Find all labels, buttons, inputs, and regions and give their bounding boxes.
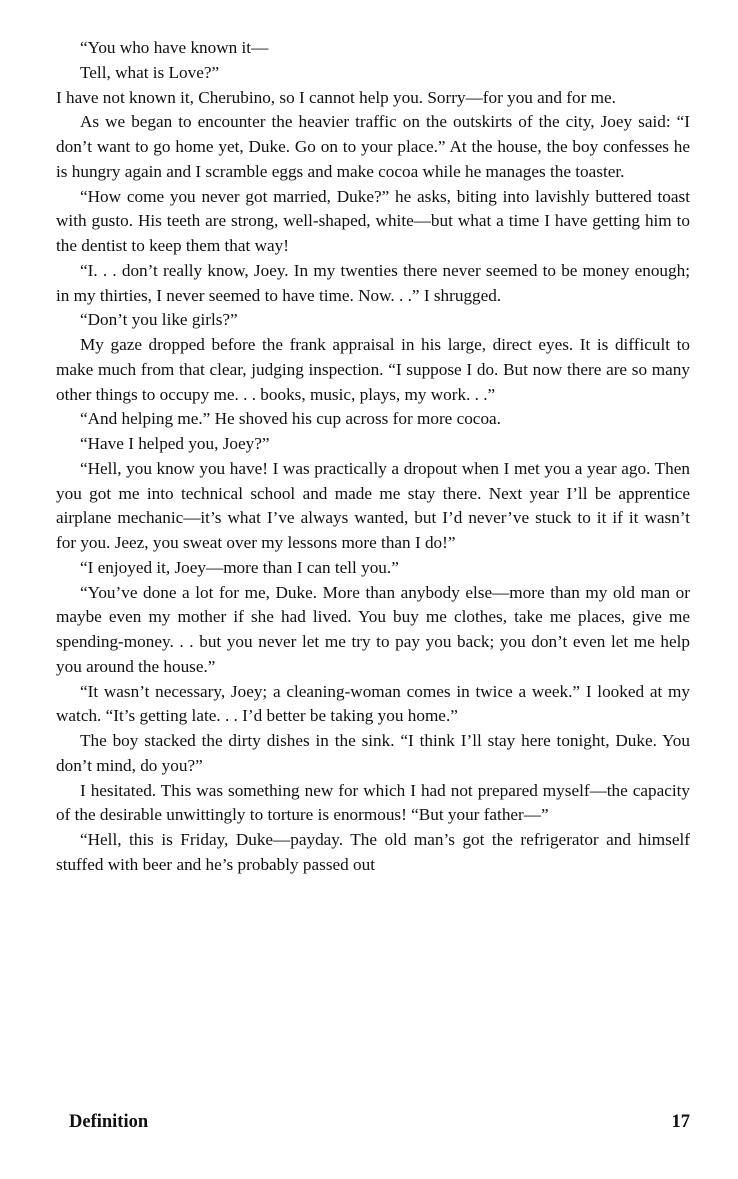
page-body bbox=[56, 36, 690, 878]
paragraph: Tell, what is Love?” bbox=[80, 62, 220, 82]
paragraph: “Don’t you like girls?” bbox=[80, 310, 238, 330]
paragraph: “You’ve done a lot for me, Duke. More than anybody else—more than my old man or maybe even my mother if she had lived. You buy me clothes, take me places, give me spending-money. . . but you never let me try to pay you back; you don’t even let me help you around the house.” bbox=[56, 582, 690, 676]
paragraph: “It wasn’t necessary, Joey; a cleaning-woman comes in twice a week.” I looked at my watch. “It’s getting late. . . I’d better be taking you home.” bbox=[56, 681, 690, 726]
paragraph: “Have I helped you, Joey?” bbox=[80, 434, 270, 453]
paragraph: I hesitated. This was something new for which I had not prepared myself—the capacity of the desirable unwittingly to torture is enormous! “But your father—” bbox=[56, 780, 690, 825]
paragraph: I have not known it, Cherubino, so I cannot help you. Sorry—for you and for me. bbox=[56, 87, 616, 107]
paragraph: My gaze dropped before the frank appraisal in his large, direct eyes. It is difficult to make much from that clear, judging inspection. “I suppose I do. But now there are so many other things to occupy me. . . books, music, plays, my work. . .” bbox=[56, 335, 690, 404]
paragraph: “I enjoyed it, Joey—more than I can tell you.” bbox=[80, 557, 399, 577]
paragraph: “And helping me.” He shoved his cup across for more cocoa. bbox=[80, 409, 501, 429]
paragraph: “Hell, you know you have! I was practically a dropout when I met you a year ago. Then you got me into technical school and made me stay there. Next year I’ll be apprentice airplane mechanic—it’s what I’ve always wanted, but I’d never’ve stuck to it if it wasn’t for you. Jeez, you sweat over my lessons more than I do!” bbox=[56, 458, 690, 552]
page-footer bbox=[69, 1112, 690, 1133]
paragraph: The boy stacked the dirty dishes in the sink. “I think I’ll stay here tonight, Duke. You don’t mind, do you?” bbox=[56, 731, 690, 775]
paragraph: “I. . . don’t really know, Joey. In my twenties there never seemed to be money enough; in my thirties, I never seemed to have time. Now. . .” I shrugged. bbox=[56, 260, 690, 305]
paragraph: As we began to encounter the heavier traffic on the outskirts of the city, Joey said: “I don’t want to go home yet, Duke. Go on to your place.” At the house, the boy confesses he is hungry again and I scramble eggs and make cocoa while he manages the toaster. bbox=[56, 112, 690, 181]
page-number: 17 bbox=[671, 1112, 690, 1132]
paragraph: “Hell, this is Friday, Duke—payday. The old man’s got the refrigerator and himself stuffed with beer and he’s probably passed out bbox=[56, 830, 690, 874]
paragraph: “How come you never got married, Duke?” he asks, biting into lavishly buttered toast with gusto. His teeth are strong, well-shaped, white—but what a time I have getting him to the dentist to keep them that way! bbox=[56, 186, 690, 255]
running-title: Definition bbox=[69, 1112, 149, 1132]
paragraph: “You who have known it— bbox=[80, 38, 269, 57]
